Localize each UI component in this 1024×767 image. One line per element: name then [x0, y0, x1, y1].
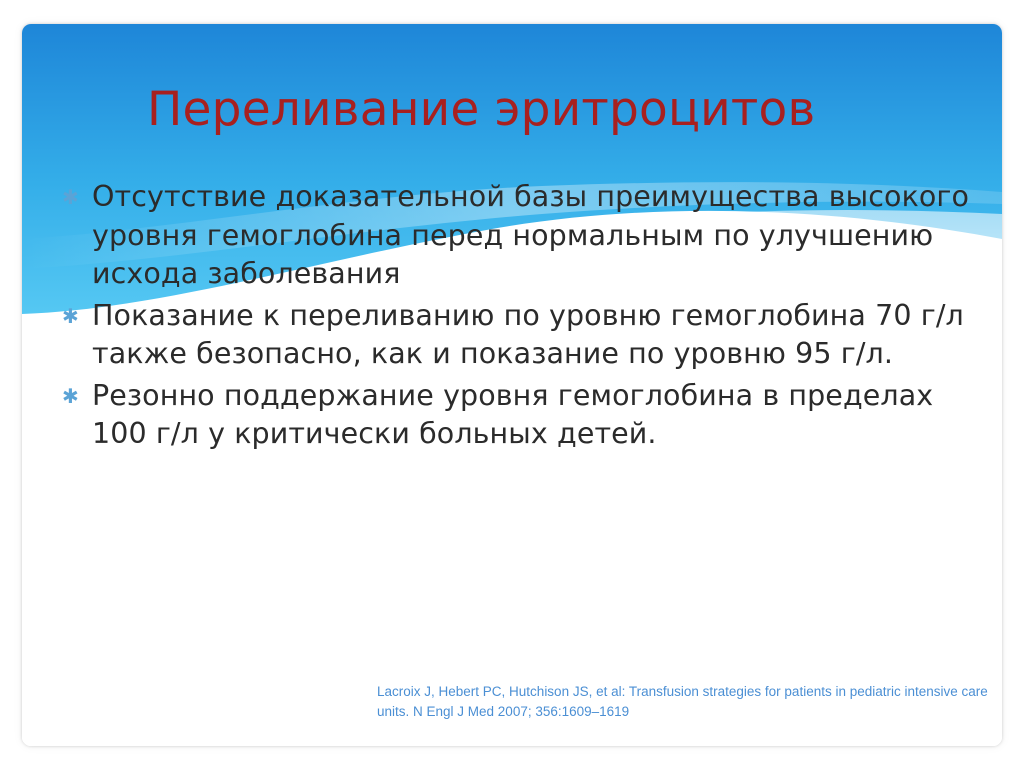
bullet-text: Отсутствие доказательной базы преимущества высокого уровня гемоглобина перед нормальным по улучшению исхода заболевания [92, 180, 970, 290]
list-item [62, 377, 992, 454]
asterisk-bullet-icon: ✱ [62, 185, 79, 209]
slide-title: Переливание эритроцитов [147, 82, 816, 137]
slide [22, 24, 1002, 746]
bullet-list [62, 178, 992, 457]
list-item [62, 297, 992, 374]
asterisk-bullet-icon: ✱ [62, 303, 79, 328]
bullet-text: Показание к переливанию по уровню гемоглобина 70 г/л также безопасно, как и показание по уровню 95 г/л. [92, 298, 964, 370]
asterisk-bullet-icon: ✱ [62, 383, 79, 408]
citation-reference: Lacroix J, Hebert PC, Hutchison JS, et al: Transfusion strategies for patients in pediatric intensive care units. N Engl J Med 2007; 356:1609–1619 [377, 684, 988, 719]
bullet-text: Резонно поддержание уровня гемоглобина в пределах 100 г/л у критически больных детей. [92, 378, 934, 450]
list-item [62, 178, 992, 294]
